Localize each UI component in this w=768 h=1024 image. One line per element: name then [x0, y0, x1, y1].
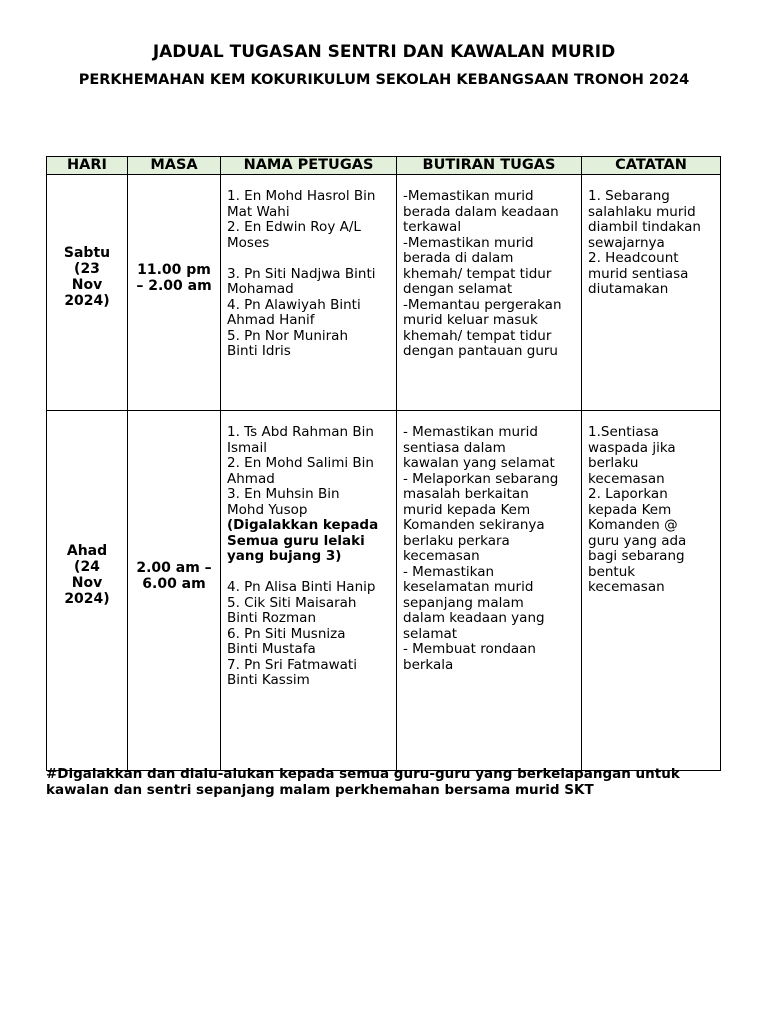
document-subtitle: PERKHEMAHAN KEM KOKURIKULUM SEKOLAH KEBANGSAAN TRONOH 2024 — [78, 72, 690, 88]
text-line: kawalan yang selamat — [403, 455, 555, 471]
text-line: 1. Ts Abd Rahman Bin — [227, 424, 374, 440]
text-line: – 2.00 am — [136, 277, 212, 294]
text-line: sewajarnya — [588, 234, 665, 251]
table-row — [47, 411, 721, 771]
text-line: Komanden @ — [588, 517, 678, 533]
text-line: 6. Pn Siti Musniza — [227, 625, 346, 642]
officers-note — [227, 518, 390, 565]
text-line: sepanjang malam — [403, 594, 524, 611]
text-line: 4. Pn Alisa Binti Hanip — [227, 579, 376, 595]
text-line: Nov — [71, 276, 103, 293]
text-line: murid kepada Kem — [403, 501, 531, 518]
header-hari: HARI — [47, 157, 128, 175]
officers-cell — [221, 411, 397, 771]
text-line: Mohamad — [227, 281, 294, 297]
text-line: berkala — [403, 656, 454, 673]
text-line: - Melaporkan sebarang — [403, 470, 559, 487]
text-line: Moses — [227, 234, 270, 251]
text-line: waspada jika — [588, 439, 676, 456]
text-line: guru yang ada — [588, 532, 687, 549]
text-line: Binti Idris — [227, 343, 291, 359]
text-line: bentuk — [588, 563, 636, 580]
text-line: (Digalakkan kepada — [227, 517, 379, 533]
text-line: 5. Pn Nor Munirah — [227, 327, 349, 344]
time-cell — [128, 411, 221, 771]
text-line: 2024) — [64, 292, 110, 309]
text-line: Binti Mustafa — [227, 641, 316, 657]
text-line: (24 — [74, 558, 100, 575]
day-cell — [47, 175, 128, 411]
text-line: keselamatan murid — [403, 579, 534, 595]
text-line: murid keluar masuk — [403, 312, 538, 328]
text-line: khemah/ tempat tidur — [403, 265, 552, 282]
text-line: - Memastikan murid — [403, 424, 538, 440]
text-line: 3. Pn Siti Nadjwa Binti — [227, 265, 376, 282]
text-line — [227, 565, 390, 581]
text-line: 1.Sentiasa — [588, 424, 659, 440]
text-line: 1. Sebarang — [588, 188, 670, 204]
text-line: -Memastikan murid — [403, 188, 534, 204]
text-line: 2.00 am – — [136, 559, 212, 576]
text-line: Ahad — [66, 542, 108, 559]
officers-list — [227, 425, 390, 518]
officers-cell — [221, 175, 397, 411]
text-line: 6.00 am — [142, 575, 206, 592]
text-line: masalah berkaitan — [403, 486, 529, 502]
text-line: selamat — [403, 625, 458, 642]
header-masa: MASA — [128, 157, 221, 175]
officers-list-more — [227, 565, 390, 689]
text-line: Mohd Yusop — [227, 501, 308, 518]
text-line: dengan pantauan guru — [403, 343, 558, 359]
text-line: 2. Headcount — [588, 250, 679, 266]
text-line: - Membuat rondaan — [403, 641, 536, 657]
text-line: kecemasan — [403, 548, 480, 564]
text-line: 2. Laporkan — [588, 486, 668, 502]
duties-cell — [397, 411, 582, 771]
text-line: kepada Kem — [588, 501, 672, 518]
text-line: Sabtu — [63, 244, 111, 261]
text-line — [227, 251, 390, 267]
table-row — [47, 175, 721, 411]
text-line: -Memantau pergerakan — [403, 296, 562, 313]
text-line: Binti Rozman — [227, 610, 317, 626]
text-line: 7. Pn Sri Fatmawati — [227, 656, 357, 673]
text-line: terkawal — [403, 219, 462, 235]
text-line: 11.00 pm — [137, 261, 211, 278]
text-line: yang bujang 3) — [227, 548, 342, 564]
text-line: murid sentiasa — [588, 265, 689, 282]
text-line: Ismail — [227, 439, 267, 456]
text-line: diutamakan — [588, 281, 669, 297]
text-line: kecemasan — [588, 579, 665, 595]
header-butiran-tugas: BUTIRAN TUGAS — [397, 157, 582, 175]
text-line: khemah/ tempat tidur — [403, 327, 552, 344]
text-line: sentiasa dalam — [403, 439, 506, 456]
text-line: berada di dalam — [403, 250, 514, 266]
text-line: 5. Cik Siti Maisarah — [227, 594, 357, 611]
text-line: -Memastikan murid — [403, 234, 534, 251]
text-line: berada dalam keadaan — [403, 203, 559, 220]
text-line: berlaku perkara — [403, 532, 510, 549]
duties-cell — [397, 175, 582, 411]
time-cell — [128, 175, 221, 411]
footnote: #Digalakkan dan dialu-alukan kepada semua guru-guru yang berkelapangan untuk kawalan dan sentri sepanjang malam perkhemahan bersama murid SKT — [46, 766, 680, 798]
text-line: 1. En Mohd Hasrol Bin — [227, 188, 376, 204]
text-line: Binti Kassim — [227, 672, 310, 688]
day-cell — [47, 411, 128, 771]
text-line: 2. En Mohd Salimi Bin — [227, 455, 374, 471]
header-catatan: CATATAN — [582, 157, 721, 175]
text-line: dengan selamat — [403, 281, 513, 297]
text-line: dalam keadaan yang — [403, 610, 545, 626]
text-line: Semua guru lelaki — [227, 532, 365, 549]
text-line: 2024) — [64, 590, 110, 607]
text-line: 3. En Muhsin Bin — [227, 486, 340, 502]
notes-cell — [582, 411, 721, 771]
text-line: berlaku — [588, 455, 639, 471]
header-nama-petugas: NAMA PETUGAS — [221, 157, 397, 175]
text-line: Nov — [71, 574, 103, 591]
text-line: Mat Wahi — [227, 203, 290, 220]
document-title: JADUAL TUGASAN SENTRI DAN KAWALAN MURID — [152, 42, 616, 62]
text-line: Ahmad — [227, 470, 275, 487]
text-line: bagi sebarang — [588, 548, 685, 564]
text-line: salahlaku murid — [588, 203, 696, 220]
table-header-row — [47, 157, 721, 175]
text-line: diambil tindakan — [588, 219, 701, 235]
text-line: Ahmad Hanif — [227, 312, 315, 328]
text-line: 4. Pn Alawiyah Binti — [227, 296, 361, 313]
notes-cell — [582, 175, 721, 411]
duty-schedule-table — [46, 156, 721, 771]
text-line: - Memastikan — [403, 563, 495, 580]
text-line: Komanden sekiranya — [403, 517, 545, 533]
text-line: 2. En Edwin Roy A/L — [227, 219, 361, 235]
text-line: kecemasan — [588, 470, 665, 487]
text-line: (23 — [74, 260, 100, 277]
